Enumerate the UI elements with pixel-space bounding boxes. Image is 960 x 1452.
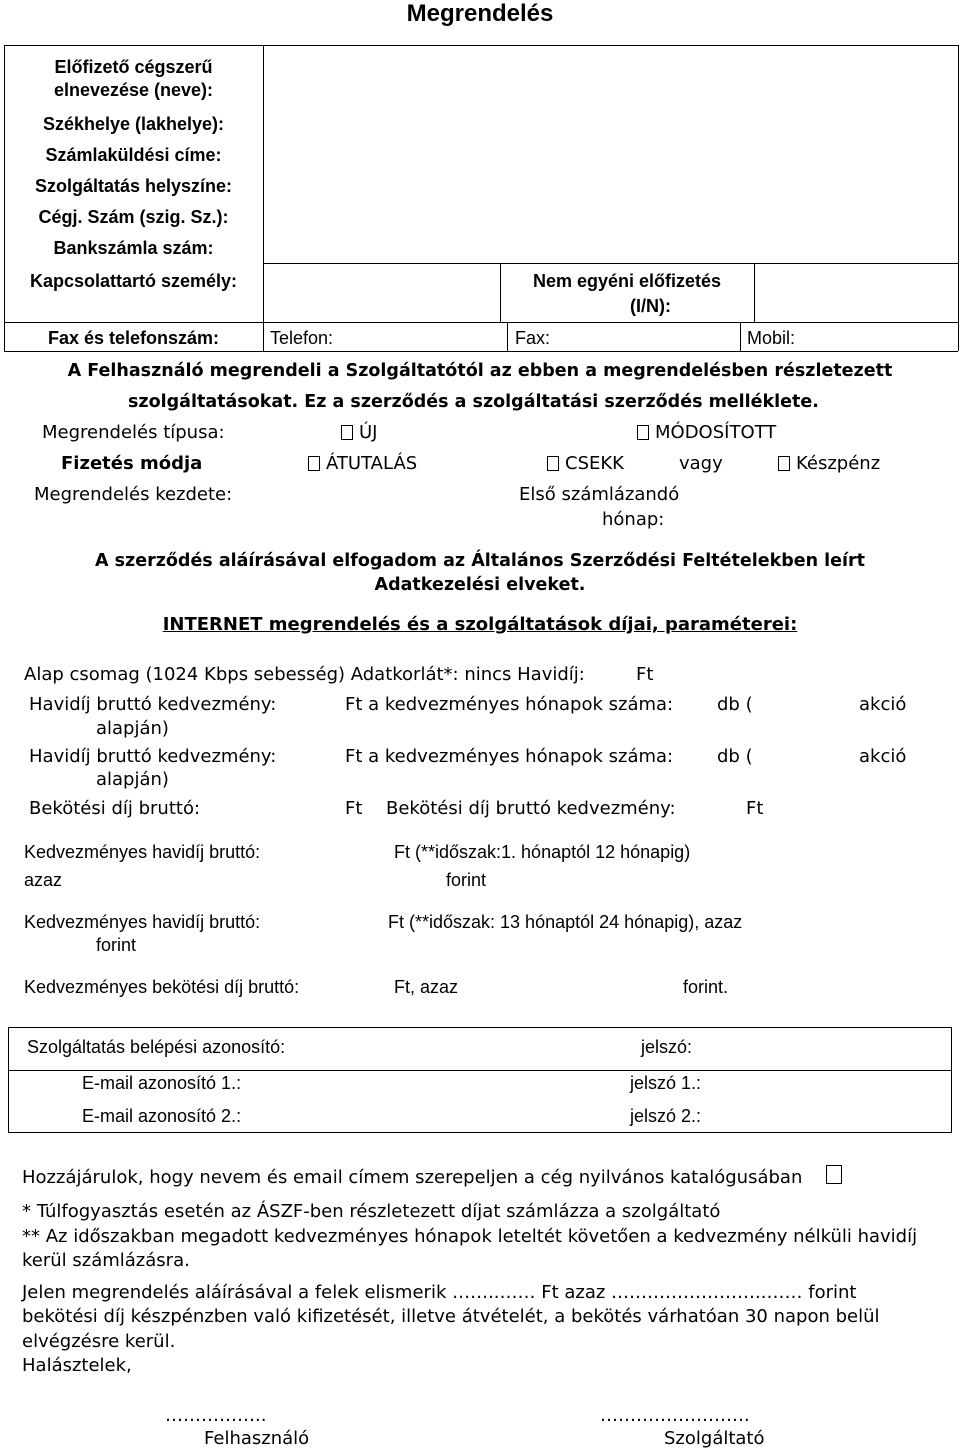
alapjan-label: alapján) bbox=[96, 718, 169, 739]
azaz-label: azaz bbox=[24, 870, 63, 890]
discount-months-label: Ft a kedvezményes hónapok száma: bbox=[345, 694, 674, 715]
basic-package: Alap csomag (1024 Kbps sebesség) Adatkorlát*: nincs Havidíj: bbox=[24, 664, 585, 685]
note-2-cont: kerül számlázásra. bbox=[22, 1250, 190, 1271]
closing-text-2: bekötési díj készpénzben való kifizetését, illetve átvételét, a bekötés várhatóan 30 napon belül bbox=[22, 1306, 880, 1327]
disc-monthly-label: Kedvezményes havidíj bruttó: bbox=[24, 842, 261, 862]
checkbox-icon[interactable] bbox=[778, 456, 790, 471]
db-label: db ( bbox=[717, 694, 753, 715]
fax-label: Fax: bbox=[515, 328, 551, 348]
payment-check[interactable]: CSEKK bbox=[547, 453, 624, 474]
phone-label: Telefon: bbox=[270, 328, 334, 348]
contact-person-label: Kapcsolattartó személy: bbox=[29, 271, 238, 291]
closing-text-3: elvégzésre kerül. bbox=[22, 1331, 176, 1352]
monthly-discount-label-2: Havidíj bruttó kedvezmény: bbox=[29, 746, 277, 767]
password1-label: jelszó 1.: bbox=[630, 1073, 702, 1093]
checkbox-icon[interactable] bbox=[637, 425, 649, 440]
alapjan-label-2: alapján) bbox=[96, 769, 169, 790]
email2-label: E-mail azonosító 2.: bbox=[82, 1106, 242, 1126]
first-bill-label-2: hónap: bbox=[602, 509, 665, 530]
payment-label: Fizetés módja bbox=[61, 453, 203, 474]
install-fee-label: Bekötési díj bruttó: bbox=[29, 798, 201, 819]
order-type-modified[interactable]: MÓDOSÍTOTT bbox=[637, 422, 776, 443]
akcio-label: akció bbox=[859, 694, 907, 715]
payment-transfer[interactable]: ÁTUTALÁS bbox=[308, 453, 417, 474]
note-2: ** Az időszakban megadott kedvezményes hónapok leteltét követően a kedvezmény nélküli havidíj bbox=[22, 1226, 918, 1247]
discount-months-label-2: Ft a kedvezményes hónapok száma: bbox=[345, 746, 674, 767]
disc-monthly-label-2: Kedvezményes havidíj bruttó: bbox=[24, 912, 261, 932]
company-name-label: Előfizető cégszerű bbox=[54, 57, 213, 77]
email1-label: E-mail azonosító 1.: bbox=[82, 1073, 242, 1093]
forint-dot-label: forint. bbox=[683, 977, 729, 997]
service-location-label: Szolgáltatás helyszíne: bbox=[34, 176, 233, 196]
company-reg-label: Cégj. Szám (szig. Sz.): bbox=[38, 207, 229, 227]
password-label: jelszó: bbox=[641, 1037, 693, 1057]
first-bill-label: Első számlázandó bbox=[519, 484, 680, 505]
billing-address-label: Számlaküldési címe: bbox=[45, 145, 222, 165]
order-type-new[interactable]: ÚJ bbox=[341, 422, 377, 443]
regards-text: Halásztelek, bbox=[22, 1355, 132, 1376]
monthly-discount-label: Havidíj bruttó kedvezmény: bbox=[29, 694, 277, 715]
payment-cash[interactable]: Készpénz bbox=[778, 453, 880, 474]
bank-account-label: Bankszámla szám: bbox=[53, 238, 214, 258]
install-discount-ft: Ft bbox=[746, 798, 764, 819]
intro-text: A Felhasználó megrendeli a Szolgáltatótól az ebben a megrendelésben részletezett bbox=[67, 361, 893, 381]
install-discount-label: Bekötési díj bruttó kedvezmény: bbox=[386, 798, 676, 819]
seat-label: Székhelye (lakhelye): bbox=[42, 114, 225, 134]
akcio-label-2: akció bbox=[859, 746, 907, 767]
checkbox-icon[interactable] bbox=[547, 456, 559, 471]
install-fee-ft: Ft bbox=[345, 798, 363, 819]
period2-text: Ft (**időszak: 13 hónaptól 24 hónapig), azaz bbox=[388, 912, 743, 932]
signature-provider-label: Szolgáltató bbox=[664, 1428, 765, 1449]
non-individual-label-2: (I/N): bbox=[630, 296, 671, 316]
mobile-label: Mobil: bbox=[747, 328, 796, 348]
fax-phone-label: Fax és telefonszám: bbox=[47, 328, 220, 348]
forint-label-2: forint bbox=[96, 935, 137, 955]
disc-install-label: Kedvezményes bekötési díj bruttó: bbox=[24, 977, 300, 997]
checkbox-icon[interactable] bbox=[341, 425, 353, 440]
basic-ft: Ft bbox=[636, 664, 654, 685]
signature-line-user: …………….. bbox=[165, 1405, 267, 1426]
page-title: Megrendelés bbox=[406, 0, 554, 27]
acceptance-text-2: Adatkezelési elveket. bbox=[374, 575, 586, 595]
db-label-2: db ( bbox=[717, 746, 753, 767]
period1-text: Ft (**időszak:1. hónaptól 12 hónapig) bbox=[394, 842, 691, 862]
order-type-label: Megrendelés típusa: bbox=[42, 422, 225, 443]
note-1: * Túlfogyasztás esetén az ÁSZF-ben részletezett díjat számlázza a szolgáltató bbox=[22, 1201, 721, 1222]
start-label: Megrendelés kezdete: bbox=[34, 484, 233, 505]
forint-label: forint bbox=[446, 870, 487, 890]
payment-or: vagy bbox=[679, 453, 723, 474]
password2-label: jelszó 2.: bbox=[630, 1106, 702, 1126]
service-id-label: Szolgáltatás belépési azonosító: bbox=[27, 1037, 286, 1057]
acceptance-text: A szerződés aláírásával elfogadom az Általános Szerződési Feltételekben leírt bbox=[94, 551, 866, 571]
consent-checkbox[interactable] bbox=[826, 1165, 842, 1184]
signature-line-provider: ……………………. bbox=[600, 1405, 750, 1426]
non-individual-label: Nem egyéni előfizetés bbox=[532, 271, 722, 291]
company-name-label-2: elnevezése (neve): bbox=[53, 80, 214, 100]
internet-heading: INTERNET megrendelés és a szolgáltatások díjai, paraméterei: bbox=[162, 614, 798, 635]
intro-text-2: szolgáltatásokat. Ez a szerződés a szolgáltatási szerződés melléklete. bbox=[128, 392, 819, 412]
checkbox-icon[interactable] bbox=[308, 456, 320, 471]
ft-azaz-label: Ft, azaz bbox=[394, 977, 459, 997]
closing-text: Jelen megrendelés aláírásával a felek elismerik ……..…… Ft azaz ……………………..…… forint bbox=[22, 1282, 857, 1303]
signature-user-label: Felhasználó bbox=[204, 1428, 310, 1449]
consent-text: Hozzájárulok, hogy nevem és email címem szerepeljen a cég nyilvános katalógusában bbox=[22, 1167, 803, 1188]
